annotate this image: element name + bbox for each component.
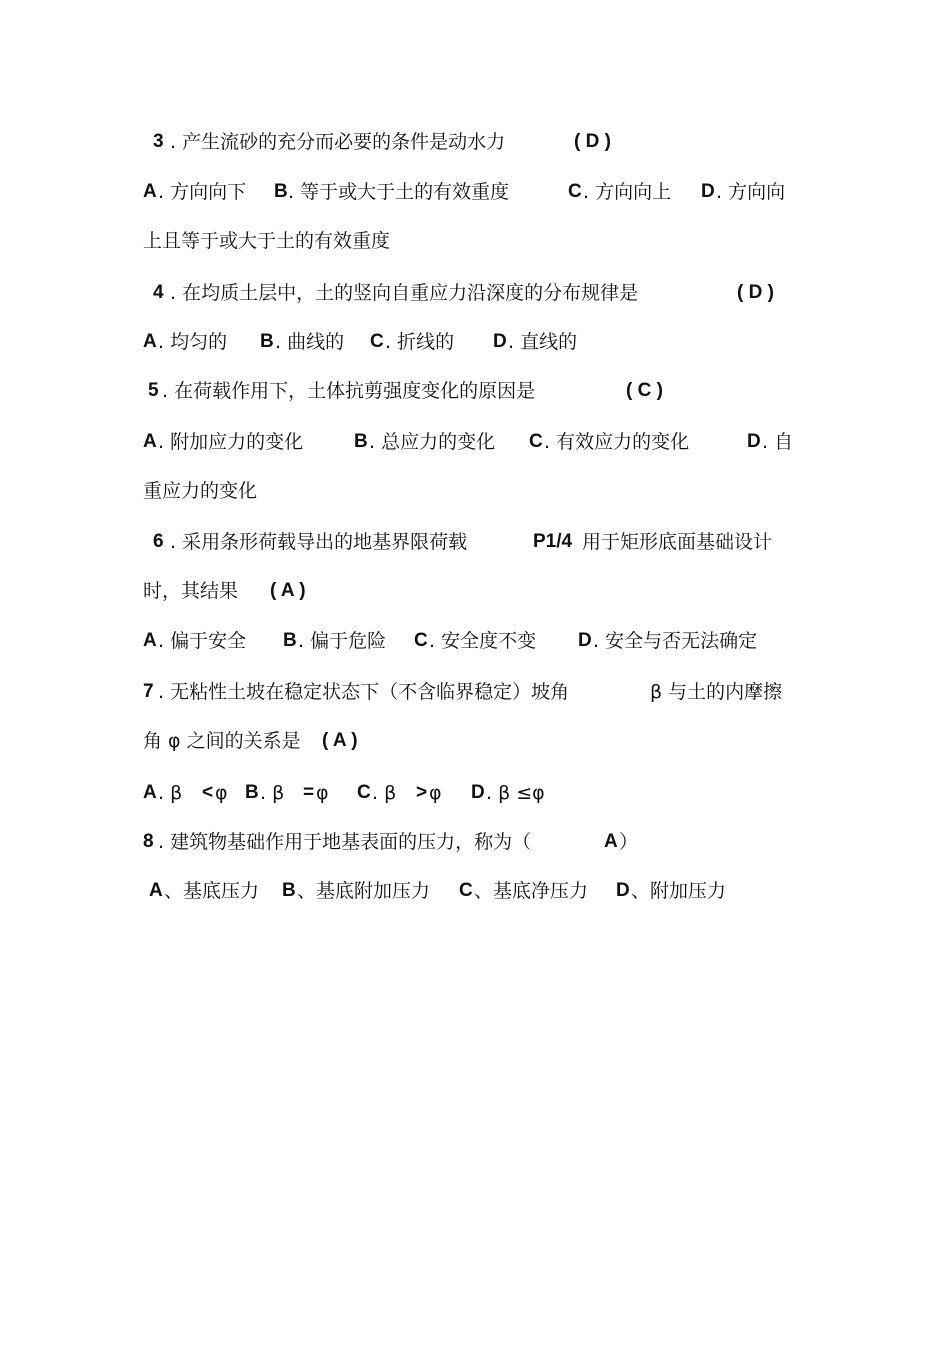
question-number: 7	[143, 681, 154, 702]
option-letter: C	[568, 181, 582, 202]
option-letter: D	[493, 331, 507, 352]
question-3-options-line	[0, 176, 950, 208]
question-3-options-continued	[0, 225, 950, 257]
option-letter: D	[701, 181, 715, 202]
question-6-line	[0, 526, 950, 558]
question-8-options-line	[0, 875, 950, 907]
option-text: . 总应力的变化	[369, 431, 496, 453]
option-text: . β	[260, 782, 285, 804]
option-letter: C	[370, 331, 384, 352]
answer-mark: ( D )	[574, 131, 611, 152]
option-letter: A	[143, 782, 157, 803]
option-letter: D	[616, 880, 630, 901]
answer-mark: ( A )	[322, 730, 358, 751]
option-text: . 方向向下	[158, 181, 247, 203]
option-letter: C	[357, 782, 371, 803]
answer-mark: ( D )	[737, 282, 774, 303]
question-text: 角 φ 之间的关系是	[143, 730, 301, 752]
option-letter: C	[414, 630, 428, 651]
question-7-line	[0, 676, 950, 708]
option-operator: =	[303, 782, 315, 803]
option-text: . 直线的	[508, 331, 578, 353]
option-text: 、基底附加压力	[297, 880, 431, 902]
question-text: 时，其结果	[143, 580, 239, 602]
question-7-options-line	[0, 777, 950, 809]
option-operator: <	[202, 782, 214, 803]
question-text: β 与土的内摩擦	[650, 681, 783, 703]
option-text: 、附加压力	[631, 880, 727, 902]
option-operator: >	[416, 782, 428, 803]
question-4-line	[0, 277, 950, 309]
option-text: . 等于或大于土的有效重度	[288, 181, 510, 203]
option-text: . 方向向	[716, 181, 786, 203]
option-text: . 有效应力的变化	[544, 431, 690, 453]
question-5-line	[0, 375, 950, 407]
option-letter: D	[578, 630, 592, 651]
question-number: 4	[153, 282, 164, 303]
question-5-options-line	[0, 426, 950, 458]
option-text: . β	[158, 782, 183, 804]
question-number: 5	[148, 380, 159, 401]
question-8-line	[0, 826, 950, 858]
option-letter: D	[471, 782, 485, 803]
option-letter: A	[143, 431, 157, 452]
option-letter: B	[274, 181, 288, 202]
option-letter: A	[143, 331, 157, 352]
option-text: φ	[316, 782, 329, 804]
question-text: . 建筑物基础作用于地基表面的压力，称为（	[158, 831, 532, 853]
option-text: 、基底压力	[164, 880, 260, 902]
question-text: 用于矩形底面基础设计	[582, 531, 773, 553]
option-text: φ	[215, 782, 228, 804]
option-letter: A	[143, 630, 157, 651]
option-text: . 折线的	[385, 331, 455, 353]
question-6-line-continued	[0, 575, 950, 607]
question-text: . 采用条形荷载导出的地基界限荷载	[170, 531, 468, 553]
question-7-line-continued	[0, 725, 950, 757]
answer-mark: ( A )	[270, 580, 306, 601]
option-text: . 方向向上	[583, 181, 672, 203]
option-letter: D	[747, 431, 761, 452]
option-letter: B	[260, 331, 274, 352]
option-text: 、基底净压力	[474, 880, 589, 902]
option-letter: B	[245, 782, 259, 803]
option-text: . 安全与否无法确定	[593, 630, 758, 652]
question-6-options-line	[0, 625, 950, 657]
question-number: 3	[153, 131, 164, 152]
option-text: . 附加应力的变化	[158, 431, 304, 453]
option-text: 上且等于或大于土的有效重度	[143, 230, 391, 252]
option-letter: C	[529, 431, 543, 452]
question-text: . 无粘性土坡在稳定状态下（不含临界稳定）坡角	[158, 681, 570, 703]
option-text: φ	[429, 782, 442, 804]
question-text: . 在荷载作用下，土体抗剪强度变化的原因是	[162, 380, 536, 402]
answer-mark: ( C )	[626, 380, 663, 401]
option-letter: A	[143, 181, 157, 202]
option-text: . 偏于安全	[158, 630, 247, 652]
option-letter: A	[149, 880, 163, 901]
question-3-line	[0, 126, 950, 158]
question-text: . 产生流砂的充分而必要的条件是动水力	[170, 131, 506, 153]
option-text: . β ≤φ	[486, 782, 545, 804]
question-5-options-continued	[0, 475, 950, 507]
option-text: . 曲线的	[275, 331, 345, 353]
question-number: 6	[153, 531, 164, 552]
answer-mark: A	[604, 831, 618, 852]
option-letter: B	[354, 431, 368, 452]
option-letter: B	[282, 880, 296, 901]
option-text: . 偏于危险	[298, 630, 387, 652]
option-text: 重应力的变化	[143, 480, 258, 502]
option-text: . 自	[762, 431, 794, 453]
question-text: ）	[619, 831, 639, 853]
option-text: . β	[372, 782, 397, 804]
question-text-symbol: P1/4	[533, 531, 573, 552]
option-text: . 安全度不变	[429, 630, 537, 652]
option-letter: B	[283, 630, 297, 651]
option-letter: C	[459, 880, 473, 901]
question-4-options-line	[0, 326, 950, 358]
question-number: 8	[143, 831, 154, 852]
question-text: . 在均质土层中，土的竖向自重应力沿深度的分布规律是	[170, 282, 639, 304]
option-text: . 均匀的	[158, 331, 228, 353]
